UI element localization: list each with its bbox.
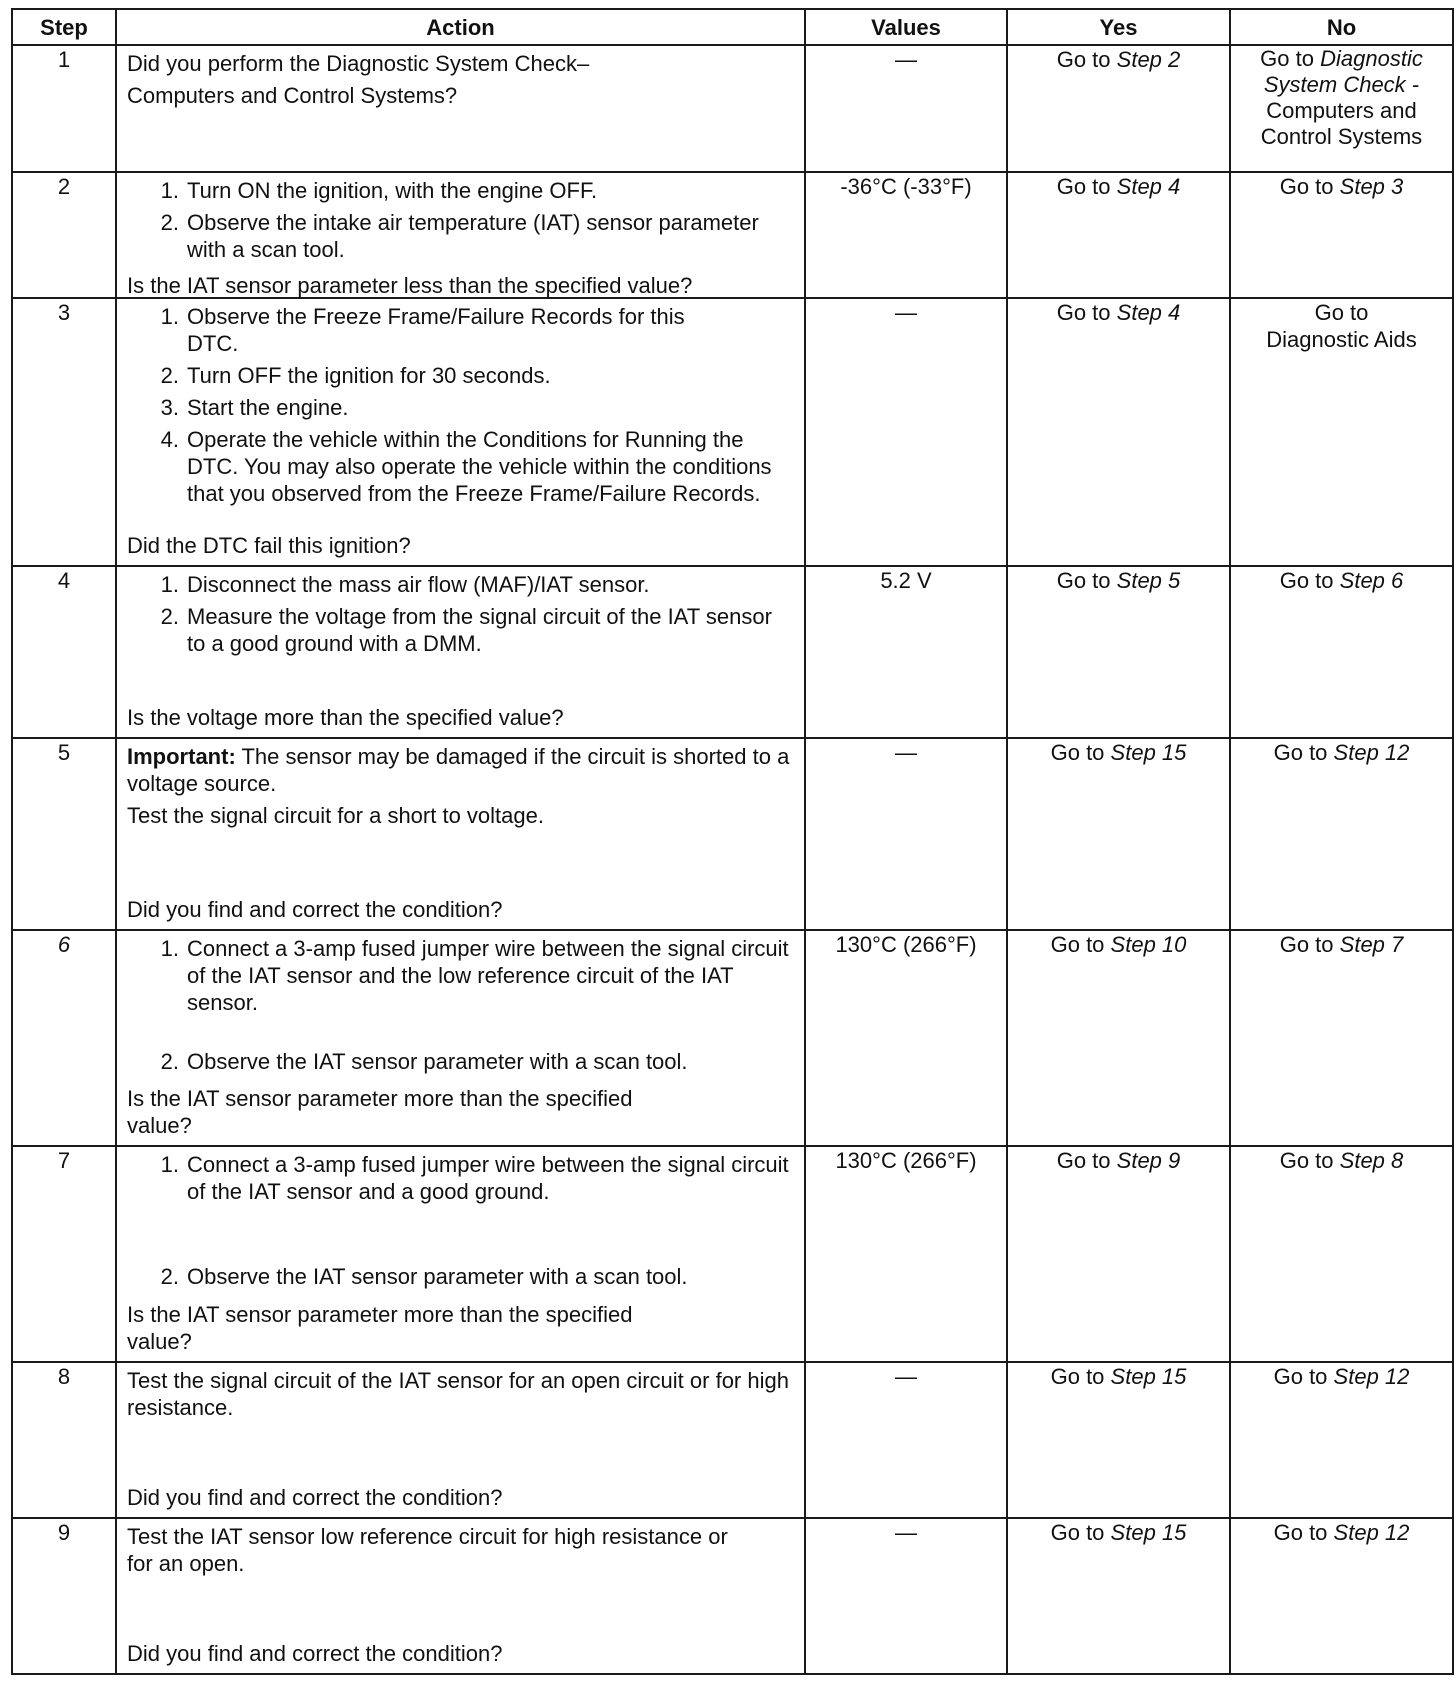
important-note [127,743,796,797]
value-cell: -36°C (-33°F) [805,172,1007,298]
action-text: Did you perform the Diagnostic System Check– [127,51,590,76]
yes-step-link[interactable]: Step 15 [1110,1364,1187,1389]
no-prefix: Go to [1273,740,1328,765]
no-step-link[interactable]: Step 8 [1339,1148,1404,1173]
action-cell [116,930,805,1146]
list-item: 2. Observe the intake air temperature (IAT) sensor parameter with a scan tool. [160,210,759,262]
value-cell: 130°C (266°F) [805,1146,1007,1362]
action-text: Computers and Control Systems? [127,83,458,108]
no-step-link[interactable]: Step 7 [1339,932,1404,957]
value-cell: — [805,45,1007,172]
table-row [12,738,1453,930]
value-cell: 130°C (266°F) [805,930,1007,1146]
yes-cell [1007,45,1230,172]
header-values: Values [805,9,1007,45]
step-number: 5 [12,738,116,930]
yes-cell [1007,738,1230,930]
no-step-link[interactable]: Step 6 [1339,568,1404,593]
no-cell [1230,1146,1453,1362]
list-item: 2. Measure the voltage from the signal circuit of the IAT sensor to a good ground with a DMM. [160,604,772,656]
step-number: 9 [12,1518,116,1674]
action-cell [116,1146,805,1362]
yes-prefix: Go to [1050,932,1105,957]
yes-cell [1007,930,1230,1146]
no-cell [1230,1362,1453,1518]
step-number: 3 [12,298,116,566]
action-cell [116,738,805,930]
yes-step-link[interactable]: Step 10 [1110,932,1187,957]
list-item: 4. Operate the vehicle within the Conditions for Running the DTC. You may also operate the vehicle within the conditions that you observed from the Freeze Frame/Failure Records. [160,427,772,506]
table-row [12,172,1453,298]
no-cell [1230,930,1453,1146]
step-number: 6 [12,930,116,1146]
action-cell [116,566,805,738]
list-item: 2. Observe the IAT sensor parameter with a scan tool. [160,1264,688,1289]
value-cell: — [805,1362,1007,1518]
action-question: Is the IAT sensor parameter less than the specified value? [127,273,693,298]
yes-prefix: Go to [1050,1364,1105,1389]
header-no: No [1230,9,1453,45]
list-item: 3. Start the engine. [160,395,349,420]
yes-step-link[interactable]: Step 4 [1116,174,1181,199]
no-prefix: Go to [1279,174,1334,199]
action-cell [116,45,805,172]
table-row [12,1518,1453,1674]
action-text: Test the signal circuit of the IAT sensor for an open circuit or for high resistance. [127,1368,789,1420]
no-prefix: Go to [1279,568,1334,593]
yes-step-link[interactable]: Step 2 [1116,47,1181,72]
table-row [12,298,1453,566]
action-question: Is the IAT sensor parameter more than the specified value? [127,1086,633,1138]
yes-cell [1007,1362,1230,1518]
important-text: The sensor may be damaged if the circuit is shorted to a voltage source. [127,744,790,796]
yes-cell [1007,566,1230,738]
yes-prefix: Go to [1056,300,1111,325]
yes-prefix: Go to [1056,568,1111,593]
yes-prefix: Go to [1056,1148,1111,1173]
action-question: Did the DTC fail this ignition? [127,533,411,558]
no-step-link[interactable]: Step 3 [1339,174,1404,199]
list-item: 1. Connect a 3-amp fused jumper wire between the signal circuit of the IAT sensor and a good ground. [160,1152,789,1204]
action-question: Is the IAT sensor parameter more than the specified value? [127,1302,633,1354]
value-cell: 5.2 V [805,566,1007,738]
action-question: Did you find and correct the condition? [127,897,503,922]
step-number: 7 [12,1146,116,1362]
no-prefix: Go to [1273,1364,1328,1389]
value-cell: — [805,298,1007,566]
action-question: Did you find and correct the condition? [127,1641,503,1666]
list-item: 1. Observe the Freeze Frame/Failure Records for this DTC. [160,304,685,356]
no-cell [1230,172,1453,298]
yes-prefix: Go to [1056,47,1111,72]
value-cell: — [805,738,1007,930]
table-row [12,1362,1453,1518]
yes-cell [1007,1518,1230,1674]
table-row [12,930,1453,1146]
action-question: Is the voltage more than the specified value? [127,705,564,730]
no-cell [1230,1518,1453,1674]
list-item: 1. Connect a 3-amp fused jumper wire between the signal circuit of the IAT sensor and the low reference circuit of the IAT sensor. [160,936,789,1015]
no-cell [1230,45,1453,172]
yes-cell [1007,298,1230,566]
header-row [12,9,1453,45]
value-cell: — [805,1518,1007,1674]
step-number: 1 [12,45,116,172]
yes-prefix: Go to [1056,174,1111,199]
action-cell [116,1362,805,1518]
yes-step-link[interactable]: Step 9 [1116,1148,1181,1173]
header-yes: Yes [1007,9,1230,45]
diagnostic-table [11,8,1454,1675]
action-cell [116,1518,805,1674]
header-action: Action [116,9,805,45]
table-row [12,45,1453,172]
no-prefix: Go to [1273,1520,1328,1545]
no-prefix: Go to [1314,300,1369,325]
action-text: Test the IAT sensor low reference circuit for high resistance or for an open. [127,1524,728,1576]
yes-step-link[interactable]: Step 15 [1110,1520,1187,1545]
list-item: 2. Observe the IAT sensor parameter with a scan tool. [160,1049,688,1074]
no-link-diagnostic-aids[interactable]: Diagnostic Aids [1266,327,1417,352]
step-number: 8 [12,1362,116,1518]
action-text: Test the signal circuit for a short to voltage. [127,803,544,828]
yes-prefix: Go to [1050,740,1105,765]
no-cell [1230,298,1453,566]
table-row [12,566,1453,738]
yes-cell [1007,1146,1230,1362]
list-item: 2. Turn OFF the ignition for 30 seconds. [160,363,551,388]
no-cell [1230,566,1453,738]
list-item: 1. Disconnect the mass air flow (MAF)/IAT sensor. [160,572,650,597]
step-number: 2 [12,172,116,298]
no-rest: Computers and Control Systems [1260,98,1423,149]
header-step: Step [12,9,116,45]
action-question: Did you find and correct the condition? [127,1485,503,1510]
no-step-link[interactable]: Step 12 [1333,1364,1410,1389]
list-item: 1. Turn ON the ignition, with the engine OFF. [160,178,598,203]
yes-step-link[interactable]: Step 15 [1110,740,1187,765]
no-prefix: Go to [1260,46,1314,71]
important-label: Important: [127,744,236,769]
action-cell [116,298,805,566]
no-link-diagnostic[interactable]: Diagnostic System Check - [1263,46,1423,97]
yes-prefix: Go to [1050,1520,1105,1545]
no-step-link[interactable]: Step 12 [1333,1520,1410,1545]
action-cell [116,172,805,298]
no-step-link[interactable]: Step 12 [1333,740,1410,765]
step-number: 4 [12,566,116,738]
yes-cell [1007,172,1230,298]
no-cell [1230,738,1453,930]
no-prefix: Go to [1279,932,1334,957]
no-prefix: Go to [1279,1148,1334,1173]
yes-step-link[interactable]: Step 5 [1116,568,1181,593]
yes-step-link[interactable]: Step 4 [1116,300,1181,325]
table-row [12,1146,1453,1362]
